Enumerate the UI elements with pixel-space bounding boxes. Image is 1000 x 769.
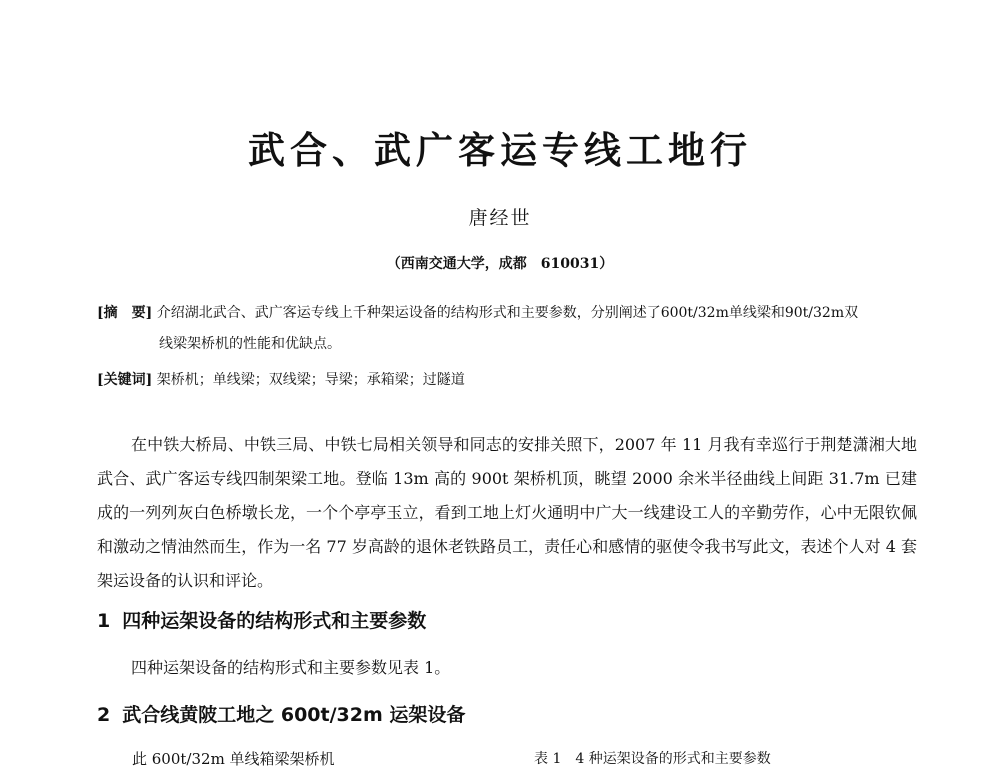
author-name: 唐经世: [468, 207, 532, 229]
keywords-block: [97, 369, 917, 389]
section-2-title: 武合线黄陂工地之 600t/32m 运架设备: [122, 704, 466, 726]
intro-paragraph: 在中铁大桥局、中铁三局、中铁七局相关领导和同志的安排关照下，2007 年 11 月我有幸巡行于荆楚潇湘大地武合、武广客运专线四制架梁工地。登临 13m 高的 900t 架桥机顶，眺望 2000 余米半径曲线上间距 31.7m 已建成的一列列灰白色桥墩长龙，一个个亭亭玉立，看到工地上灯火通明中广大一线建设工人的辛勤劳作，心中无限钦佩和激动之情油然而生，作为一名 77 岁高龄的退休老铁路员工，责任心和感情的驱使令我书写此文，表述个人对 4 套架运设备的认识和评论。: [97, 435, 917, 590]
abstract-block: [97, 298, 917, 360]
keywords-label: [关键词]: [97, 372, 153, 388]
abstract-line-1: [97, 298, 917, 329]
section-1-title: 四种运架设备的结构形式和主要参数: [122, 610, 427, 632]
table-1-caption: 表 1 4 种运架设备的形式和主要参数: [534, 751, 771, 767]
section-2-heading: [97, 700, 465, 727]
section-1-text: 四种运架设备的结构形式和主要参数见表 1。: [131, 658, 451, 677]
author-affiliation: （西南交通大学，成都 610031）: [386, 256, 614, 272]
abstract-text-1: 介绍湖北武合、武广客运专线上千种架运设备的结构形式和主要参数，分别阐述了600t/32m单线梁和90t/32m双: [156, 305, 859, 321]
paper-title: 武合、武广客运专线工地行: [248, 128, 752, 172]
keywords-text: 架桥机；单线梁；双线梁；导梁；承箱梁；过隧道: [156, 372, 465, 388]
cutoff-text-left: 此 600t/32m 单线箱梁架桥机: [132, 750, 335, 768]
abstract-label: [摘 要]: [97, 305, 153, 321]
abstract-text-2: 线梁架桥机的性能和优缺点。: [159, 336, 341, 352]
section-1-number: 1: [97, 610, 111, 632]
section-1-heading: [97, 606, 426, 633]
section-2-number: 2: [97, 704, 111, 726]
